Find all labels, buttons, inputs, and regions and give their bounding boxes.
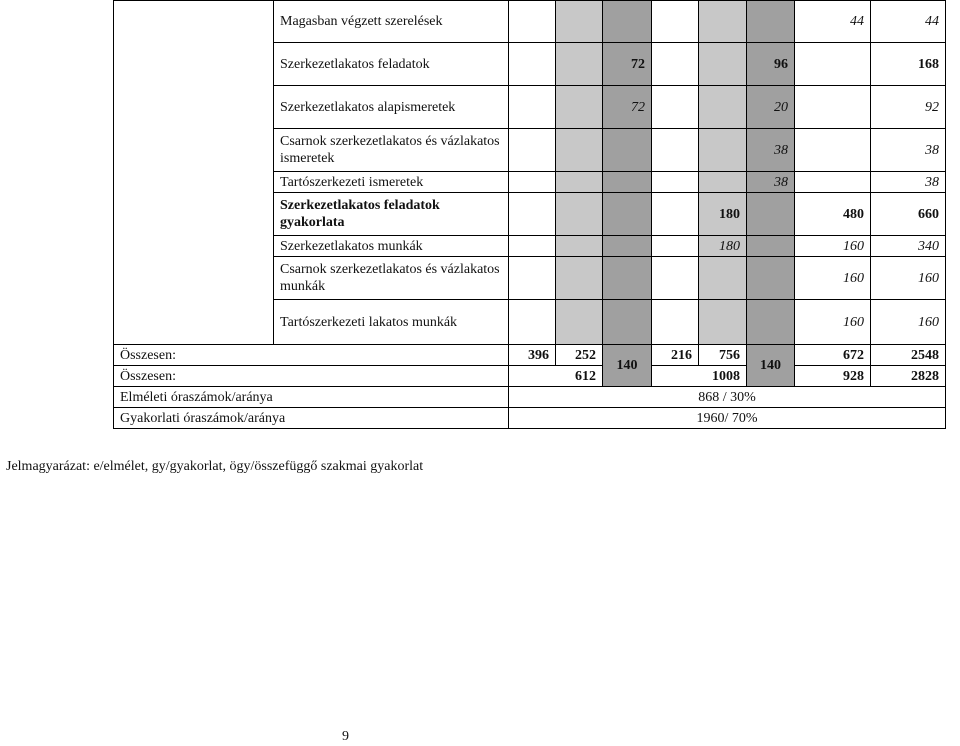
totals-label: Összesen: <box>114 366 509 387</box>
cell <box>652 257 699 300</box>
cell: 660 <box>871 193 946 236</box>
theory-value: 868 / 30% <box>509 387 946 408</box>
cell: 38 <box>747 172 795 193</box>
theory-label: Elméleti óraszámok/aránya <box>114 387 509 408</box>
row-label: Magasban végzett szerelések <box>274 1 509 43</box>
row-label: Szerkezetlakatos feladatok <box>274 43 509 86</box>
cell: 180 <box>699 236 747 257</box>
cell: 160 <box>871 257 946 300</box>
curriculum-table <box>113 0 946 429</box>
cell <box>556 43 603 86</box>
cell: 756 <box>699 345 747 366</box>
table-row <box>114 408 946 429</box>
cell: 672 <box>795 345 871 366</box>
cell: 72 <box>603 86 652 129</box>
cell <box>509 236 556 257</box>
cell <box>652 193 699 236</box>
cell <box>795 43 871 86</box>
cell <box>509 86 556 129</box>
cell <box>509 257 556 300</box>
cell: 72 <box>603 43 652 86</box>
cell: 160 <box>795 300 871 345</box>
cell <box>652 86 699 129</box>
row-label: Tartószerkezeti ismeretek <box>274 172 509 193</box>
cell <box>795 129 871 172</box>
cell <box>652 1 699 43</box>
cell <box>603 193 652 236</box>
row-label: Csarnok szerkezetlakatos és vázlakatos munkák <box>274 257 509 300</box>
cell: 160 <box>871 300 946 345</box>
cell <box>747 257 795 300</box>
row-label: Szerkezetlakatos feladatok gyakorlata <box>274 193 509 236</box>
cell <box>652 43 699 86</box>
cell <box>747 1 795 43</box>
table-row <box>114 1 946 43</box>
table-row <box>114 366 946 387</box>
cell: 612 <box>509 366 603 387</box>
cell: 480 <box>795 193 871 236</box>
cell <box>556 86 603 129</box>
cell <box>795 172 871 193</box>
cell <box>556 257 603 300</box>
cell: 252 <box>556 345 603 366</box>
cell <box>509 300 556 345</box>
cell <box>747 193 795 236</box>
cell <box>509 129 556 172</box>
cell <box>699 172 747 193</box>
cell: 2548 <box>871 345 946 366</box>
cell: 44 <box>871 1 946 43</box>
cell: 168 <box>871 43 946 86</box>
cell: 160 <box>795 257 871 300</box>
cell <box>603 172 652 193</box>
cell <box>652 129 699 172</box>
cell: 340 <box>871 236 946 257</box>
cell <box>509 1 556 43</box>
cell: 38 <box>871 172 946 193</box>
row-label: Szerkezetlakatos munkák <box>274 236 509 257</box>
cell <box>603 129 652 172</box>
cell <box>747 236 795 257</box>
cell <box>652 300 699 345</box>
cell <box>699 129 747 172</box>
cell <box>509 193 556 236</box>
cell: 20 <box>747 86 795 129</box>
cell: 44 <box>795 1 871 43</box>
cell <box>699 300 747 345</box>
cell: 180 <box>699 193 747 236</box>
row-label: Csarnok szerkezetlakatos és vázlakatos ismeretek <box>274 129 509 172</box>
cell: 140 <box>747 345 795 387</box>
module-cell <box>114 1 274 345</box>
page-number: 9 <box>342 729 349 744</box>
cell: 216 <box>652 345 699 366</box>
cell <box>699 1 747 43</box>
cell: 160 <box>795 236 871 257</box>
cell <box>603 1 652 43</box>
cell: 396 <box>509 345 556 366</box>
cell <box>603 236 652 257</box>
cell: 140 <box>603 345 652 387</box>
table-row <box>114 387 946 408</box>
cell <box>603 257 652 300</box>
cell <box>795 86 871 129</box>
cell <box>652 236 699 257</box>
cell <box>556 193 603 236</box>
cell <box>699 86 747 129</box>
cell <box>556 236 603 257</box>
cell: 1008 <box>652 366 747 387</box>
cell <box>556 1 603 43</box>
cell <box>556 172 603 193</box>
practice-value: 1960/ 70% <box>509 408 946 429</box>
legend: Jelmagyarázat: e/elmélet, gy/gyakorlat, ögy/összefüggő szakmai gyakorlat <box>6 459 424 474</box>
practice-label: Gyakorlati óraszámok/aránya <box>114 408 509 429</box>
cell <box>556 300 603 345</box>
cell: 928 <box>795 366 871 387</box>
cell: 38 <box>747 129 795 172</box>
row-label: Szerkezetlakatos alapismeretek <box>274 86 509 129</box>
cell <box>556 129 603 172</box>
cell <box>652 172 699 193</box>
cell <box>509 43 556 86</box>
cell <box>603 300 652 345</box>
cell: 2828 <box>871 366 946 387</box>
cell <box>509 172 556 193</box>
cell <box>699 257 747 300</box>
cell <box>747 300 795 345</box>
row-label: Tartószerkezeti lakatos munkák <box>274 300 509 345</box>
totals-label: Összesen: <box>114 345 509 366</box>
cell <box>699 43 747 86</box>
cell: 38 <box>871 129 946 172</box>
table-row <box>114 345 946 366</box>
cell: 92 <box>871 86 946 129</box>
cell: 96 <box>747 43 795 86</box>
